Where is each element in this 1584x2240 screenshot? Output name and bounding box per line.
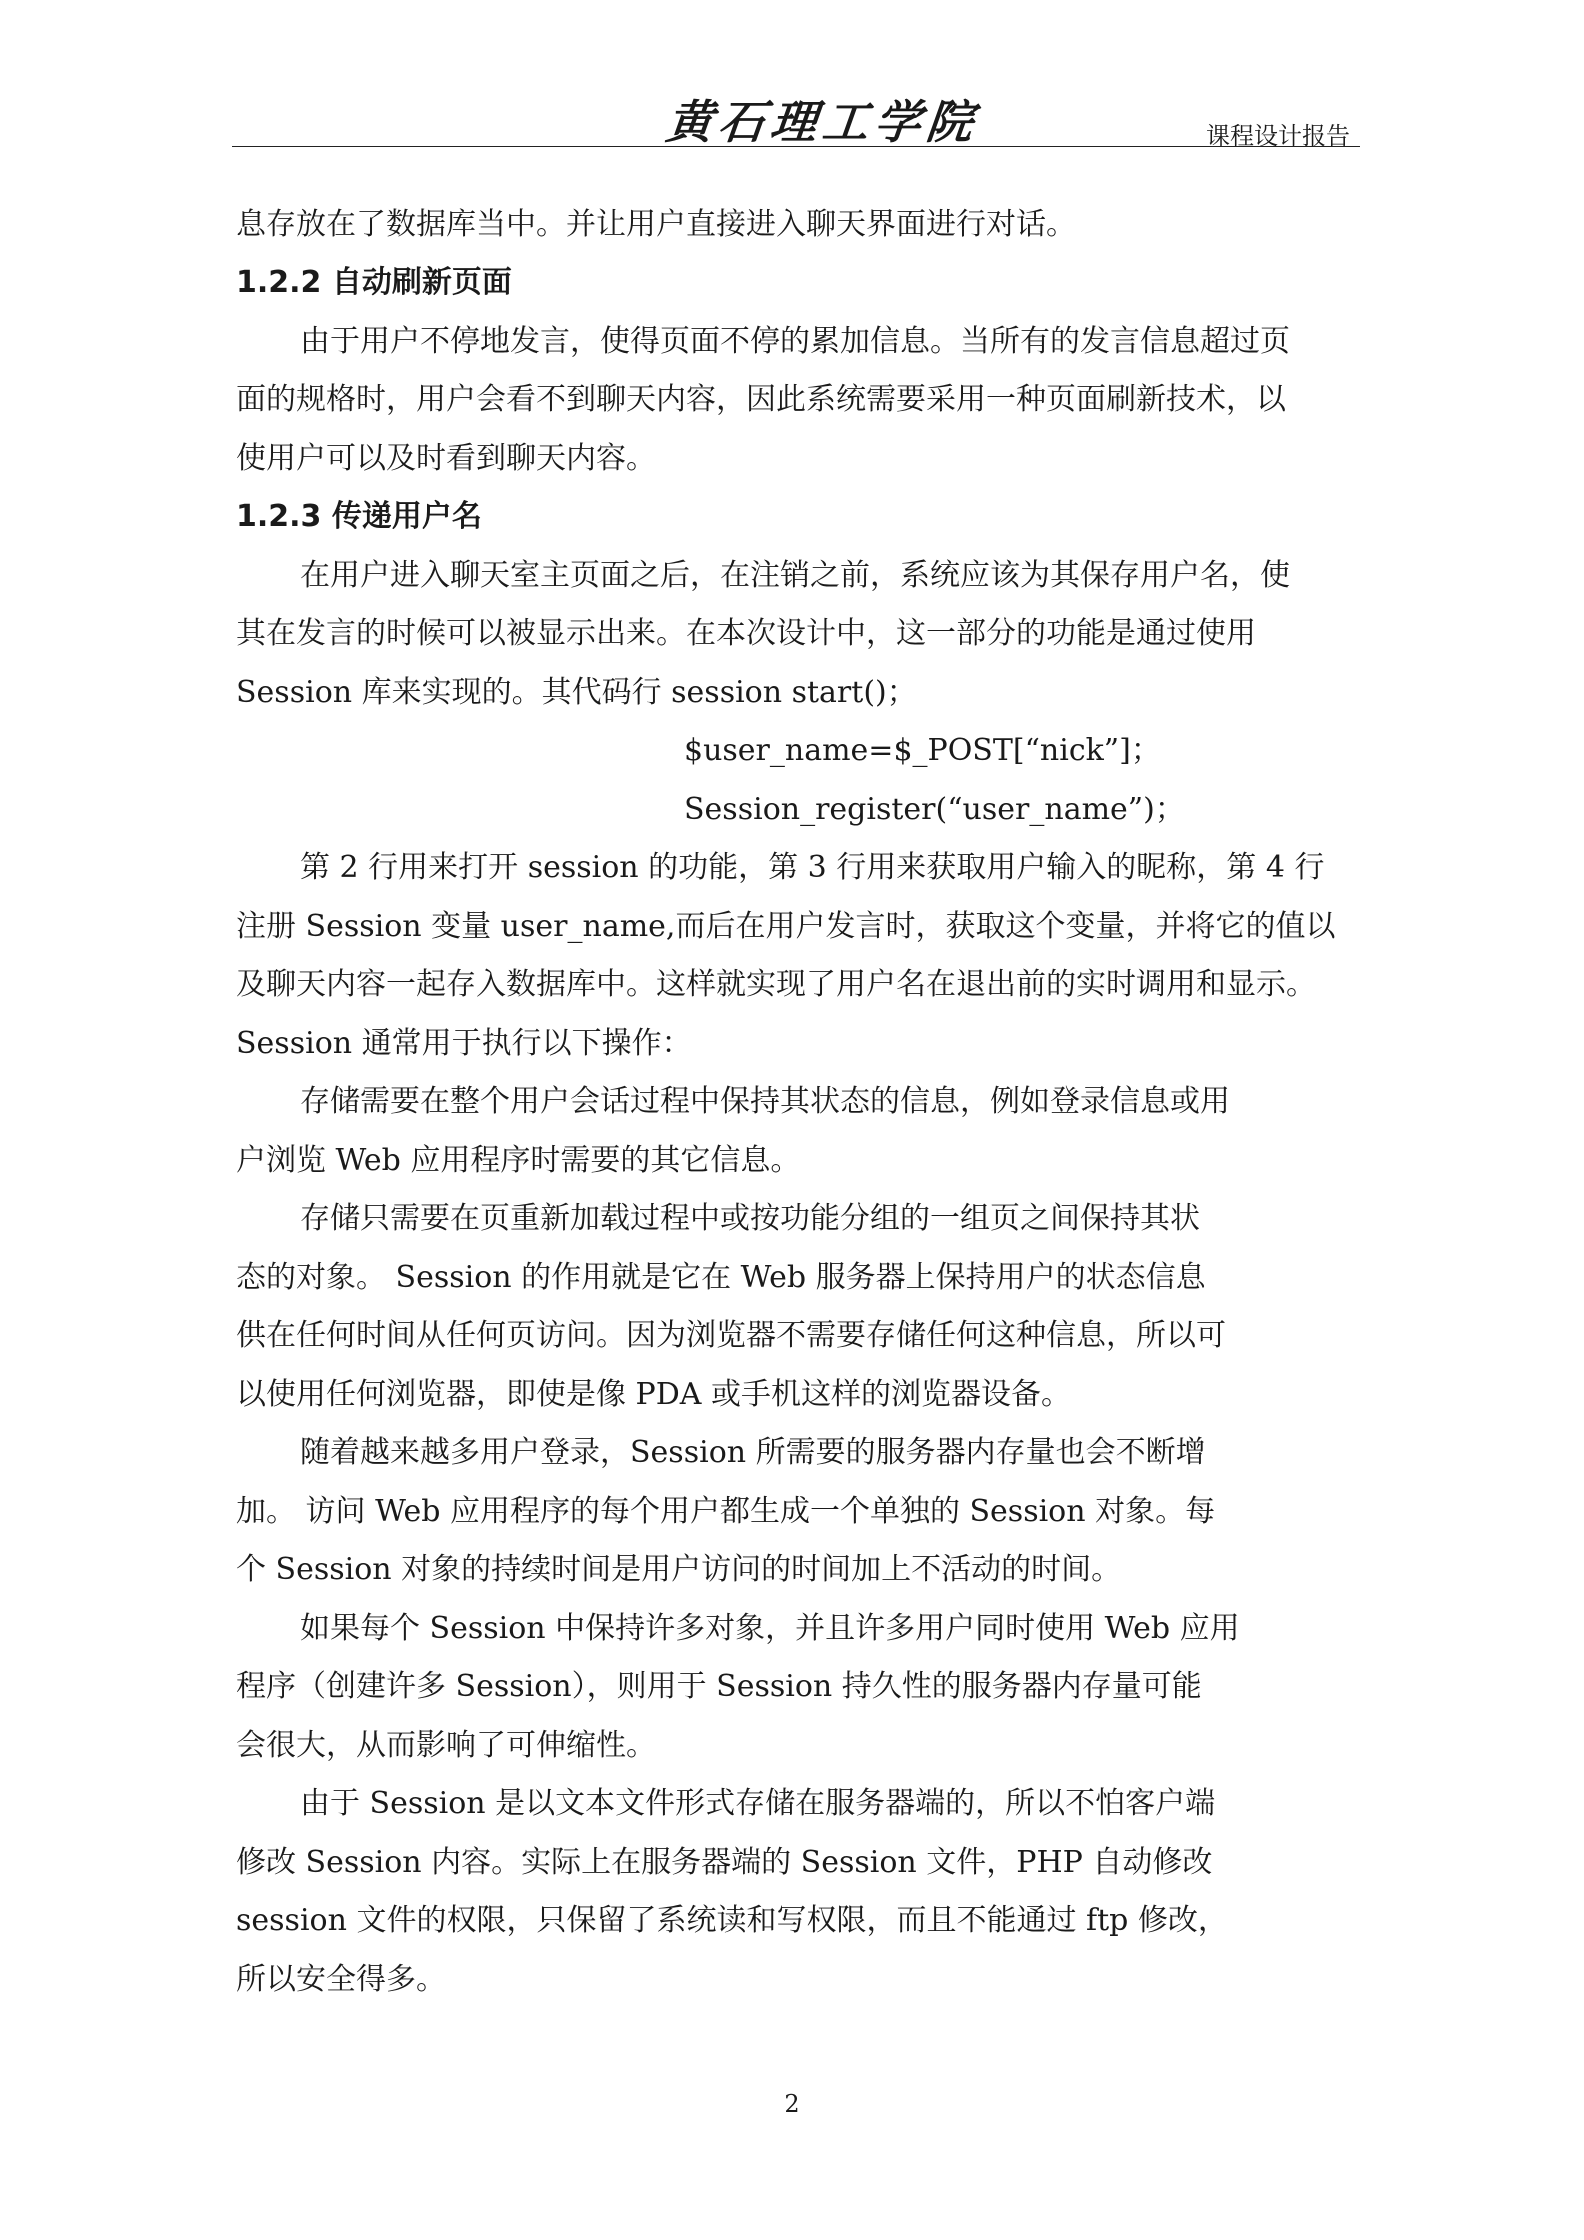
section-heading: 1.2.2 自动刷新页面 [236, 265, 512, 300]
text-line: 由于用户不停地发言，使得页面不停的累加信息。当所有的发言信息超过页 [300, 324, 1290, 359]
text-line: 面的规格时，用户会看不到聊天内容，因此系统需要采用一种页面刷新技术，以 [236, 382, 1286, 417]
text-line: 使用户可以及时看到聊天内容。 [236, 441, 656, 476]
school-name: 黄石理工学院 [663, 95, 982, 149]
text-line: session 文件的权限，只保留了系统读和写权限，而且不能通过 ftp 修改， [236, 1903, 1228, 1938]
text-line: 供在任何时间从任何页访问。因为浏览器不需要存储任何这种信息，所以可 [236, 1318, 1226, 1353]
text-line: 存储需要在整个用户会话过程中保持其状态的信息，例如登录信息或用 [300, 1084, 1230, 1119]
code-line: Session_register(“user_name”)； [684, 792, 1185, 827]
text-line: 加。 访问 Web 应用程序的每个用户都生成一个单独的 Session 对象。每 [236, 1494, 1216, 1529]
report-label: 课程设计报告 [1206, 122, 1350, 150]
text-line: 存储只需要在页重新加载过程中或按功能分组的一组页之间保持其状 [300, 1201, 1200, 1236]
text-line: 在用户进入聊天室主页面之后，在注销之前，系统应该为其保存用户名，使 [300, 558, 1290, 593]
text-line: 所以安全得多。 [236, 1962, 446, 1997]
text-line: 以使用任何浏览器，即使是像 PDA 或手机这样的浏览器设备。 [236, 1377, 1071, 1412]
page-header [232, 80, 1360, 150]
code-line: $user_name=$_POST[“nick”]； [684, 733, 1161, 768]
text-line: 及聊天内容一起存入数据库中。这样就实现了用户名在退出前的实时调用和显示。 [236, 967, 1316, 1002]
text-line: 会很大，从而影响了可伸缩性。 [236, 1728, 656, 1763]
page-number: 2 [784, 2090, 800, 2118]
text-line: 由于 Session 是以文本文件形式存储在服务器端的，所以不怕客户端 [300, 1786, 1216, 1821]
text-line: 态的对象。 Session 的作用就是它在 Web 服务器上保持用户的状态信息 [236, 1260, 1206, 1295]
text-line: 户浏览 Web 应用程序时需要的其它信息。 [236, 1143, 801, 1178]
text-line: 个 Session 对象的持续时间是用户访问的时间加上不活动的时间。 [236, 1552, 1122, 1587]
text-line: 修改 Session 内容。实际上在服务器端的 Session 文件，PHP 自动修改 [236, 1845, 1213, 1880]
text-line: 第 2 行用来打开 session 的功能，第 3 行用来获取用户输入的昵称，第 4 行 [300, 850, 1325, 885]
text-line: 程序（创建许多 Session），则用于 Session 持久性的服务器内存量可能 [236, 1669, 1202, 1704]
text-line: 其在发言的时候可以被显示出来。在本次设计中，这一部分的功能是通过使用 [236, 616, 1256, 651]
text-line: Session 库来实现的。其代码行 session start()； [236, 675, 917, 710]
section-heading: 1.2.3 传递用户名 [236, 499, 482, 534]
text-line: 随着越来越多用户登录，Session 所需要的服务器内存量也会不断增 [300, 1435, 1206, 1470]
text-line: 如果每个 Session 中保持许多对象，并且许多用户同时使用 Web 应用 [300, 1611, 1240, 1646]
text-line: Session 通常用于执行以下操作： [236, 1026, 692, 1061]
text-line: 注册 Session 变量 user_name,而后在用户发言时，获取这个变量，并将它的值以 [236, 909, 1336, 944]
header-rule [232, 146, 1360, 147]
text-line: 息存放在了数据库当中。并让用户直接进入聊天界面进行对话。 [236, 207, 1076, 242]
